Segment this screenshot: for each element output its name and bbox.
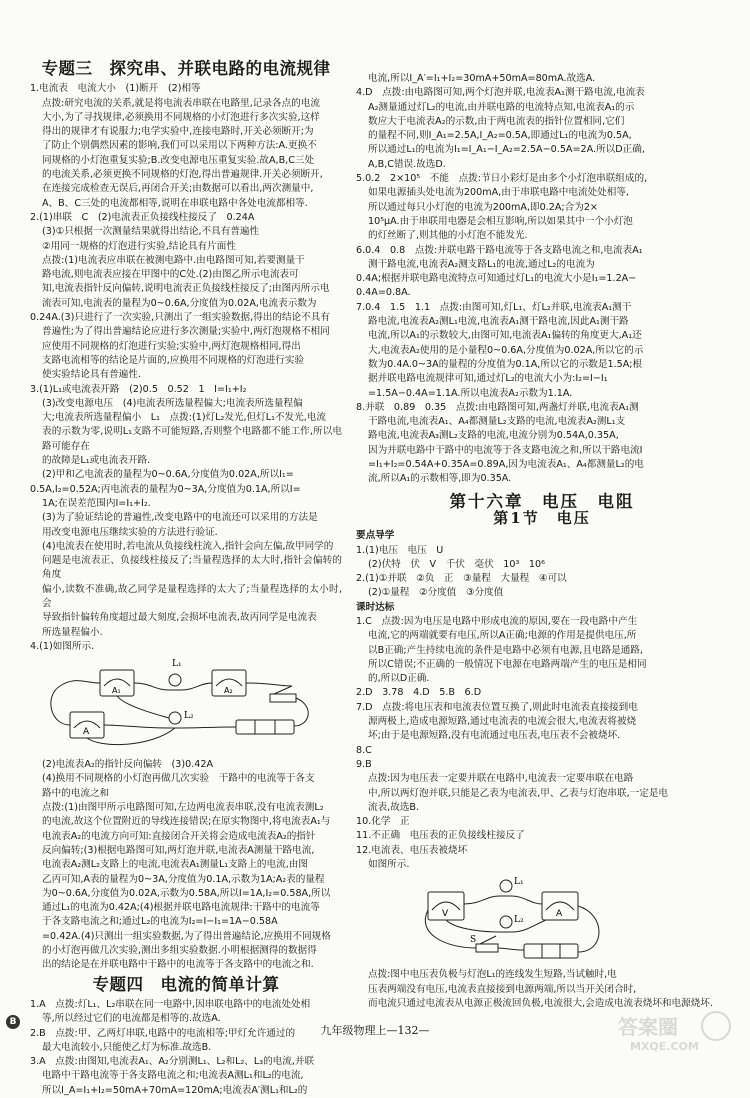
ammeter-a2-scale — [216, 679, 242, 686]
text-line: =1.5A−0.4A=1.1A.所以电流表A₂示数为1.1A. — [368, 387, 573, 399]
text-line: 乙丙可知,A表的量程为0~3A,分度值为0.1A,示数为1A;A₂表的量程 — [42, 873, 325, 885]
text-line: (4)换用不同规格的小灯泡再做几次实验 干路中的电流等于各支 — [42, 773, 315, 785]
text-line: 反向偏转;(3)根据电路图可知,两灯泡并联,电流表A测量干路电流, — [42, 844, 315, 856]
text-line: 如图所示. — [368, 859, 410, 871]
topic4-title: 专题四 电流的简单计算 — [92, 974, 280, 994]
text-line: 的量程不同,则I_A₁=2.5A,I_A₂=0.5A,即通过L₁的电流为0.5A, — [368, 130, 632, 142]
topic3-body-continued — [30, 758, 342, 972]
switch-base — [270, 694, 296, 702]
text-line: 所以I_A=I₁+I₂=50mA+70mA=120mA;电流表A′测L₁和L₂的 — [42, 1084, 308, 1096]
text-line: 流,所以A₁的示数相等,即为0.35A. — [368, 473, 512, 485]
fig2-label-v: V — [442, 909, 449, 920]
text-line: 的故障是L₁或电流表开路. — [42, 455, 151, 467]
circuit-figure-2 — [356, 874, 728, 966]
text-line: 应使用不同规格的灯泡进行实验;实验中,两灯泡规格相同,得出 — [42, 340, 301, 352]
section-title: 第1节 电压 — [493, 508, 591, 527]
text-line: (3)改变电源电压 (4)电流表所选量程偏大;电流表所选量程偏 — [42, 397, 303, 409]
text-line: 所以通过每只小灯泡的电流为200mA,即0.2A;合为2× — [368, 201, 598, 213]
fig1-label-a2: A₂ — [224, 686, 233, 696]
text-line: 电流,所以I_A′=I₁+I₂=30mA+50mA=80mA.故选A. — [368, 73, 596, 84]
text-line: 1.A 点拨:灯L₁、L₂串联在同一电路中,因串联电路中的电流处处相 — [30, 998, 311, 1010]
text-line: A₂测量通过灯L₂的电流,由并联电路的电流特点知,电流表A₁的示 — [368, 101, 635, 113]
switch-fig2 — [476, 944, 498, 952]
text-line: 0.4A=0.8A. — [356, 287, 411, 299]
text-line: (2)电流表A₂的指针反向偏转 (3)0.42A — [42, 759, 214, 771]
text-line: 2.(1)①并联 ②负 正 ③量程 大量程 ④可以 — [356, 573, 567, 585]
practice-body — [356, 615, 728, 872]
left-column — [30, 59, 342, 1098]
text-line: 普遍性;为了得出普遍结论应进行多次测量;实验中,两灯泡规格不相同 — [42, 326, 330, 338]
text-line: 大小,为了寻找规律,必须换用不同规格的小灯泡进行多次实验,这样 — [42, 111, 320, 123]
text-line: 0.4A;根据并联电路电流特点可知通过灯L₁的电流大小是I₁=1.2A− — [356, 273, 637, 285]
text-line: 的电流关系,必须更换不同规格的灯泡,得出普遍规律.开关必须断开, — [42, 169, 323, 181]
text-line: 2.D 3.78 4.D 5.B 6.D — [356, 687, 482, 699]
watermark-text-cn: 答案圈 — [618, 1015, 678, 1039]
text-line: 大;电流表所选量程偏小 L₁ 点拨:(1)灯L₂发光,但灯L₁不发光,电流 — [42, 412, 326, 424]
text-line: 2.B 点拨:甲、乙两灯串联,电路中的电流相等;甲灯允许通过的 — [30, 1027, 296, 1039]
text-line: 10⁵μA.由于串联用电器是会相互影响,所以如果其中一个小灯泡 — [368, 215, 633, 227]
text-line: 因为并联电路中干路中的电流等于各支路电流之和,所以干路电流I — [368, 444, 643, 456]
text-line: 测干路电流,电流表A₂测支路L₁的电流,通过L₂的电流为 — [368, 258, 595, 270]
topic3-title: 专题三 探究串、并联电路的电流规律 — [41, 59, 331, 78]
topic3-body — [30, 82, 342, 654]
text-line: 点拨:(1)电流表应串联在被测电路中.由电路图可知,若要测量干 — [42, 254, 305, 266]
text-line: 7.D 点拨:将电压表和电流表位置互换了,则此时电流表直接接到电 — [356, 701, 638, 713]
text-line: 3.A 点拨:由图知,电流表A₁、A₂分别测L₁、L₂和L₂、L₃的电流,并联 — [30, 1056, 315, 1068]
text-line: 以B正确;产生持续电流的条件是电路中必须有电源,且电路是通路, — [368, 644, 643, 656]
text-line: 1.C 点拨:因为电压是电路中形成电流的原因,要在一段电路中产生 — [356, 615, 638, 627]
text-line: 的灯丝断了,则其他的小灯泡不能发光. — [368, 230, 528, 242]
text-line: 路中的电流之和 — [42, 787, 110, 799]
fig2-label-s: S — [470, 935, 477, 946]
text-line: 所以C错误;不正确的一般情况下电源在电路两端产生的电压是相同 — [368, 658, 647, 670]
text-line: (3)①只根据一次测量结果就得出结论,不具有普遍性 — [42, 226, 260, 238]
bulb-l1 — [169, 674, 181, 686]
text-line: 流表可知,电流表的量程为0~0.6A,分度值为0.02A,电流表示数为 — [42, 297, 317, 309]
chapter-title: 第十六章 电压 电阻 — [449, 491, 635, 511]
text-line: 压表两端没有电压,电流表直接接到电源两端,所以当开关闭合时, — [368, 983, 637, 995]
text-line: (3)为了验证结论的普遍性,改变电路中的电流还可以采用的方法是 — [42, 512, 318, 524]
text-line: 11.不正确 电压表的正负接线柱接反了 — [356, 830, 525, 842]
text-line: 出的结论是在并联电路中干路中的电流等于各支路中的电流之和. — [42, 959, 314, 971]
text-line: 等,所以经过它们的电流都是相等的.故选A. — [42, 1013, 221, 1025]
text-line: ②用同一规格的灯泡进行实验,结论具有片面性 — [42, 240, 236, 252]
text-line: 数应大于电流表A₂的示数,由于两电流表的指针位置相同,它们 — [368, 115, 625, 127]
text-line: 4.D 点拨:由电路图可知,两个灯泡并联,电流表A₁测干路电流,电流表 — [356, 87, 645, 99]
circuit-diagram-1 — [30, 656, 342, 754]
circuit-figure-1 — [30, 656, 342, 754]
text-line: 通过L₁的电流为0.42A;(4)根据并联电路电流规律:干路中的电流等 — [42, 902, 320, 914]
text-line: 电流表A₂的电流方向可知:直接闭合开关将会造成电流表A₂的指针 — [42, 830, 316, 842]
text-line: 路电流,则电流表应接在甲图中的C处.(2)由图乙所示电流表可 — [42, 269, 299, 281]
text-line: 问题是电流表正、负接线柱接反了;当量程选择的太大时,指针会偏转的角度 — [42, 555, 342, 581]
text-line: 5.0.2 2×10⁵ 不能 点拨:节日小彩灯是由多个小灯泡串联组成的, — [356, 173, 648, 185]
text-line: (2)伏特 伏 V 千伏 毫伏 10³ 10⁶ — [368, 558, 545, 570]
text-line: 4.(1)如图所示. — [30, 640, 95, 652]
text-line: 1.电流表 电流大小 (1)断开 (2)相等 — [30, 83, 201, 95]
text-line: 得出的规律才有说服力;电学实验中,连接电路时,开关必须断开;为 — [42, 126, 314, 138]
text-line: 6.0.4 0.8 点拨:并联电路干路电流等于各支路电流之和,电流表A₁ — [356, 244, 643, 256]
battery-pack — [236, 720, 294, 734]
right-top-body — [356, 72, 728, 487]
text-line: 电路中干路电流等于各支路电流之和;电流表A测L₁和L₂的电流, — [42, 1070, 304, 1082]
text-line: (2)①量程 ②分度值 ③分度值 — [368, 587, 504, 599]
switch-lever — [274, 686, 292, 694]
text-line: 如果电源插头处电流为200mA,由于串联电路中电流处处相等, — [368, 187, 629, 199]
text-line: 使实验结论具有普遍性. — [42, 369, 141, 381]
text-line: 了防止个别偶然因素的影响,我们可以采用以下两种方法:A.更换不 — [42, 140, 317, 152]
text-line: 于各支路电流之和;通过L₂的电流为I₂=I−I₁=1A−0.58A — [42, 916, 278, 928]
text-line: 1.(1)电压 电压 U — [356, 544, 444, 556]
text-line: 大,电流表A₂使用的是小量程0~0.6A,分度值为0.02A,所以它的示 — [368, 344, 644, 356]
text-line: 中,所以两灯泡并联,只能是乙表为电流表,甲、乙表与灯泡串联,一定是电 — [368, 787, 669, 799]
topic4-body — [30, 998, 342, 1098]
text-line: 表的示数为零,说明L₁支路不可能短路,否则整个电路都不能工作,所以电路可能存在 — [42, 426, 342, 452]
fig2-label-l2: L₂ — [514, 915, 524, 926]
text-line: 流表,故选B. — [368, 801, 420, 813]
text-line: 的,所以D正确. — [368, 673, 430, 685]
text-line: A、B、C三处的电流都相等,说明在串联电路中各处电流都相等. — [42, 197, 308, 209]
text-line: (2)甲和乙电流表的量程为0~0.6A,分度值为0.02A,所以I₁= — [42, 469, 294, 481]
watermark-logo — [612, 1008, 742, 1054]
fig1-label-l1: L₁ — [172, 659, 182, 670]
battery-fig2 — [524, 944, 578, 958]
key-points-heading: 要点导学 — [356, 530, 395, 542]
text-line: 源两极上,造成电源短路,通过电流表的电流会很大,电流表将被烧 — [368, 716, 637, 728]
text-line: 干路电流,电流表A₁、A₄都测量L₂支路的电流,电流表A₂测L₁支 — [368, 416, 626, 428]
practice-heading: 课时达标 — [356, 601, 395, 613]
fig2-label-l1: L₁ — [514, 877, 524, 888]
right-column — [356, 72, 728, 1011]
text-line: 导致指针偏转角度超过最大刻度,会损坏电流表,故丙同学是电流表 — [42, 612, 317, 624]
fig1-label-a1: A₁ — [112, 686, 121, 696]
bulb-l2 — [169, 712, 181, 724]
fig1-label-l2: L₂ — [184, 711, 194, 722]
text-line: 8.并联 0.89 0.35 点拨:由电路图可知,两盏灯并联,电流表A₁测 — [356, 401, 639, 413]
text-line: 据并联电路电流规律可知,通过灯L₂的电流大小为:I₂=I−I₁ — [368, 373, 608, 385]
text-line: 点拨:因为电压表一定要并联在电路中,电流表一定要串联在电路 — [368, 773, 634, 785]
text-line: 所以通过L₁的电流为I₁=I_A₁−I_A₂=2.5A−0.5A=2A.所以D正确, — [368, 144, 645, 156]
text-line: 9.B — [356, 758, 372, 770]
text-line: 路电流,电流表A₃测L₂支路的电流,电流分别为0.54A,0.35A, — [368, 430, 619, 442]
text-line: 点拨:(1)由图甲所示电路图可知,左边两电流表串联,没有电流表测L₂ — [42, 802, 324, 814]
text-line: 12.电流表、电压表被烧坏 — [356, 844, 468, 856]
bulb-l1-fig2 — [500, 880, 512, 892]
text-line: 所选量程偏小. — [42, 626, 103, 638]
bulb-l2-fig2 — [500, 916, 512, 928]
text-line: A,B,C错误.故选D. — [368, 158, 446, 170]
watermark-text-en: MXQE.COM — [630, 1040, 699, 1053]
text-line: =0.42A.(4)只测出一组实验数据,为了得出普遍结论,应换用不同规格 — [42, 930, 331, 942]
text-line: 8.C — [356, 744, 372, 756]
text-line: 路电流,电流表A₂测L₁电流,电流表A₁测干路电流,因此A₁测干路 — [368, 316, 629, 328]
circuit-diagram-2 — [356, 874, 728, 966]
text-line: 2.(1)串联 C (2)电流表正负接线柱接反了 0.24A — [30, 211, 255, 223]
right-bottom-body — [356, 968, 728, 1011]
text-line: 电流,它的两端就要有电压,所以A正确;电源的作用是提供电压,所 — [368, 630, 637, 642]
page-badge: B — [6, 1015, 20, 1029]
text-line: 0.5A,I₂=0.52A;丙电流表的量程为0~3A,分度值为0.1A,所以I= — [30, 483, 301, 495]
text-line: 7.0.4 1.5 1.1 点拨:由图可知,灯L₁、灯L₂并联,电流表A₁测干 — [356, 301, 632, 313]
text-line: 点拨:研究电流的关系,就是将电流表串联在电路里,记录各点的电流 — [42, 97, 320, 109]
text-line: 同规格的小灯泡重复实验;B.改变电源电压重复实验.故A,B,C三处 — [42, 154, 315, 166]
page-footer: 九年级物理上—132— — [320, 1024, 430, 1037]
text-line: 而电流只通过电流表从电源正极流回负极,电流很大,会造成电流表烧坏和电源烧坏. — [368, 997, 713, 1009]
text-line: =I₁+I₂=0.54A+0.35A=0.89A,因为电流表A₁、A₄都测量L₂的电 — [368, 459, 644, 471]
text-line: 电流,所以A₁的示数较大,由图可知,电流表A₁偏转的角度更大,A₁还 — [368, 330, 642, 342]
text-line: 3.(1)L₁或电流表开路 (2)0.5 0.52 1 I=I₁+I₂ — [30, 383, 247, 395]
text-line: 知,电流表指针反向偏转,说明电流表正负接线柱接反了;由图丙所示电 — [42, 283, 330, 295]
text-line: 为0~0.6A,分度值为0.02A,示数为0.58A,所以I=1A,I₂=0.58A,所以 — [42, 887, 331, 899]
text-line: 的小灯泡再做几次实验,测出多组实验数据.小明根据测得的数据得 — [42, 945, 317, 957]
ammeter-a1-scale — [104, 679, 130, 686]
text-line: (4)电流表在使用时,若电流从负接线柱流入,指针会向左偏,故甲同学的 — [42, 540, 334, 552]
text-line: 用改变电源电压继续实验的方法进行验证. — [42, 526, 218, 538]
text-line: 最大电流较小,只能使乙灯为标准.故选B. — [42, 1041, 212, 1053]
text-line: 点拨:图中电压表负极与灯泡L₁的连线发生短路,当试触时,电 — [368, 969, 617, 981]
text-line: 0.24A.(3)只进行了一次实验,只测出了一组实验数据,得出的结论不具有 — [30, 312, 330, 324]
text-line: 在连接完成检查无误后,再闭合开关;由数据可以看出,两次测量中, — [42, 183, 314, 195]
fig2-label-a: A — [556, 909, 563, 920]
fig1-label-a: A — [83, 727, 90, 738]
text-line: 10.化学 正 — [356, 816, 410, 828]
text-line: 支路电流相等的结论是片面的,应换用不同规格的灯泡进行实验 — [42, 354, 305, 366]
text-line: 电流表A₂测L₂支路上的电流,电流表A₁测量L₁支路上的电流,由图 — [42, 859, 308, 871]
text-line: 坏;由于是电源短路,没有电流通过电压表,电压表不会被烧坏. — [368, 730, 621, 742]
text-line: 数为0.4A.0~3A的量程的分度值为0.1A,所以它的示数是1.5A;根 — [368, 358, 643, 370]
text-line: 偏小,读数不准确,故乙同学是量程选择的太大了;当量程选择的太小时,会 — [42, 583, 342, 609]
text-line: 1A;在误差范围内I=I₁+I₂. — [42, 497, 151, 509]
text-line: 的电流,故这个位置附近的导线连接错误;在原实物图中,将电流表A₁与 — [42, 816, 331, 828]
key-points-body — [356, 544, 728, 601]
